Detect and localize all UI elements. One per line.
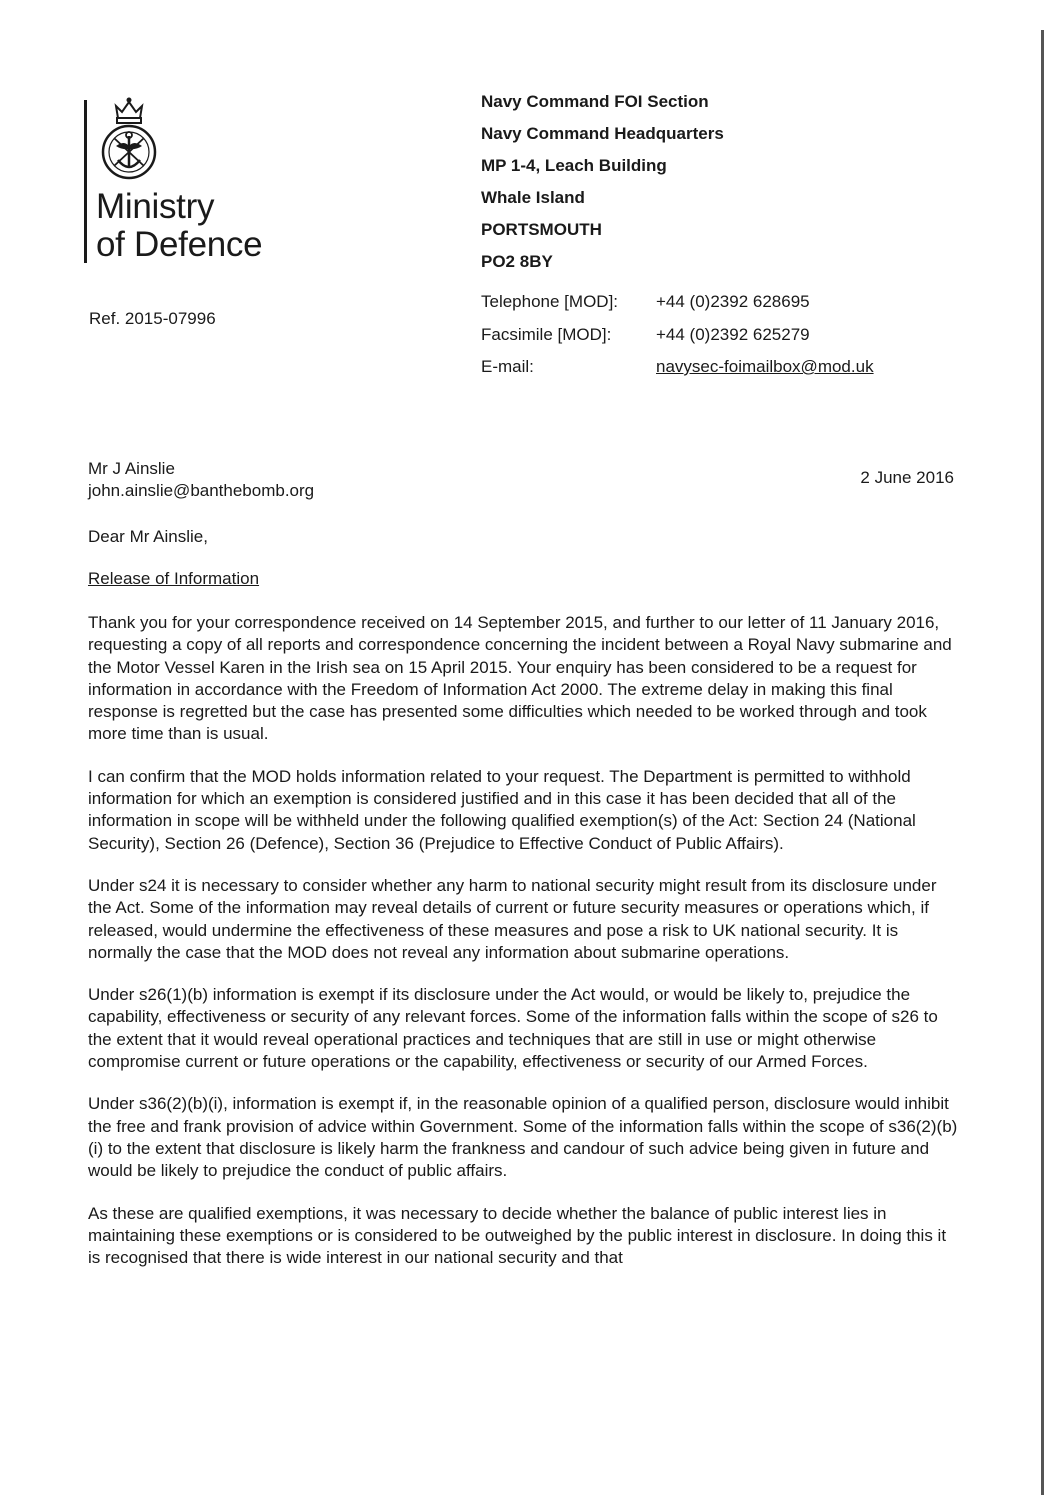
scan-edge-line (1041, 30, 1044, 1495)
salutation: Dear Mr Ainslie, (88, 527, 208, 546)
recipient-name: Mr J Ainslie (88, 459, 175, 478)
body-paragraph: I can confirm that the MOD holds information related to your request. The Department is permitted to withhold information for which an exemption is considered justified and in this case it has been decided that all of the information in scope will be withheld under the following qualified exemption(s) of the Act: Section 24 (National Security), Section 26 (Defence), Section 36 (Prejudice to Effective Conduct of Public Affairs). (88, 766, 916, 853)
body-paragraph: Under s26(1)(b) information is exempt if its disclosure under the Act would, or would be likely to, prejudice the capability, effectiveness or security of any relevant forces. Some of the information falls within the scope of s26 to the extent that it would reveal operational practices and techniques that are still in use or might otherwise compromise current or future operations or the capability, effectiveness or security of our Armed Forces. (88, 985, 938, 1072)
address-line: PO2 8BY (481, 252, 553, 271)
email-link[interactable]: navysec-foimailbox@mod.uk (656, 357, 874, 376)
email-row (481, 351, 874, 384)
address-line: PORTSMOUTH (481, 220, 602, 239)
email-label: E-mail: (481, 357, 534, 376)
telephone-label: Telephone [MOD]: (481, 292, 619, 311)
contact-details (481, 286, 874, 384)
sender-address (481, 86, 724, 278)
subject-line: Release of Information (88, 569, 260, 588)
address-line: MP 1-4, Leach Building (481, 156, 667, 175)
body-paragraph: Under s36(2)(b)(i), information is exempt if, in the reasonable opinion of a qualified person, disclosure would inhibit the free and frank provision of advice within Government. Some of the information falls within the scope of s36(2)(b)(i) to the extent that disclosure is likely harm the frankness and candour of such advice being given in future and would be likely to prejudice the conduct of public affairs. (88, 1094, 958, 1181)
telephone-row (481, 286, 874, 319)
mod-logo (84, 96, 314, 268)
logo-divider (84, 100, 87, 263)
recipient-block (88, 458, 314, 502)
telephone-value: +44 (0)2392 628695 (656, 292, 810, 311)
facsimile-value: +44 (0)2392 625279 (656, 324, 810, 344)
logo-line-2: of Defence (96, 225, 263, 264)
mod-crest-icon (98, 96, 160, 186)
facsimile-label: Facsimile [MOD]: (481, 324, 612, 344)
logo-line-1: Ministry (96, 187, 215, 226)
facsimile-row (481, 319, 874, 352)
reference-number: Ref. 2015-07996 (89, 309, 216, 328)
address-line: Navy Command FOI Section (481, 92, 709, 111)
body-paragraph: Thank you for your correspondence received on 14 September 2015, and further to our letter of 11 January 2016, requesting a copy of all reports and correspondence concerning the incident between a Royal Navy submarine and the Motor Vessel Karen in the Irish sea on 15 April 2015. Your enquiry has been considered to be a request for information in accordance with the Freedom of Information Act 2000. The extreme delay in making this final response is regretted but the case has presented some difficulties which needed to be worked through and took more time than is usual. (88, 613, 952, 744)
address-line: Whale Island (481, 188, 585, 207)
letter-body (88, 612, 960, 1289)
recipient-email: john.ainslie@banthebomb.org (88, 481, 315, 500)
address-line: Navy Command Headquarters (481, 124, 724, 143)
body-paragraph: Under s24 it is necessary to consider whether any harm to national security might result from its disclosure under the Act. Some of the information may reveal details of current or future security measures or operations which, if released, would undermine the effectiveness of these measures and pose a risk to UK national security. It is normally the case that the MOD does not reveal any information about submarine operations. (88, 875, 937, 962)
letter-date: 2 June 2016 (860, 468, 954, 487)
body-paragraph: As these are qualified exemptions, it was necessary to decide whether the balance of public interest lies in maintaining these exemptions or is considered to be outweighed by the public interest in disclosure. In doing this it is recognised that there is wide interest in our national security and that (88, 1203, 947, 1268)
